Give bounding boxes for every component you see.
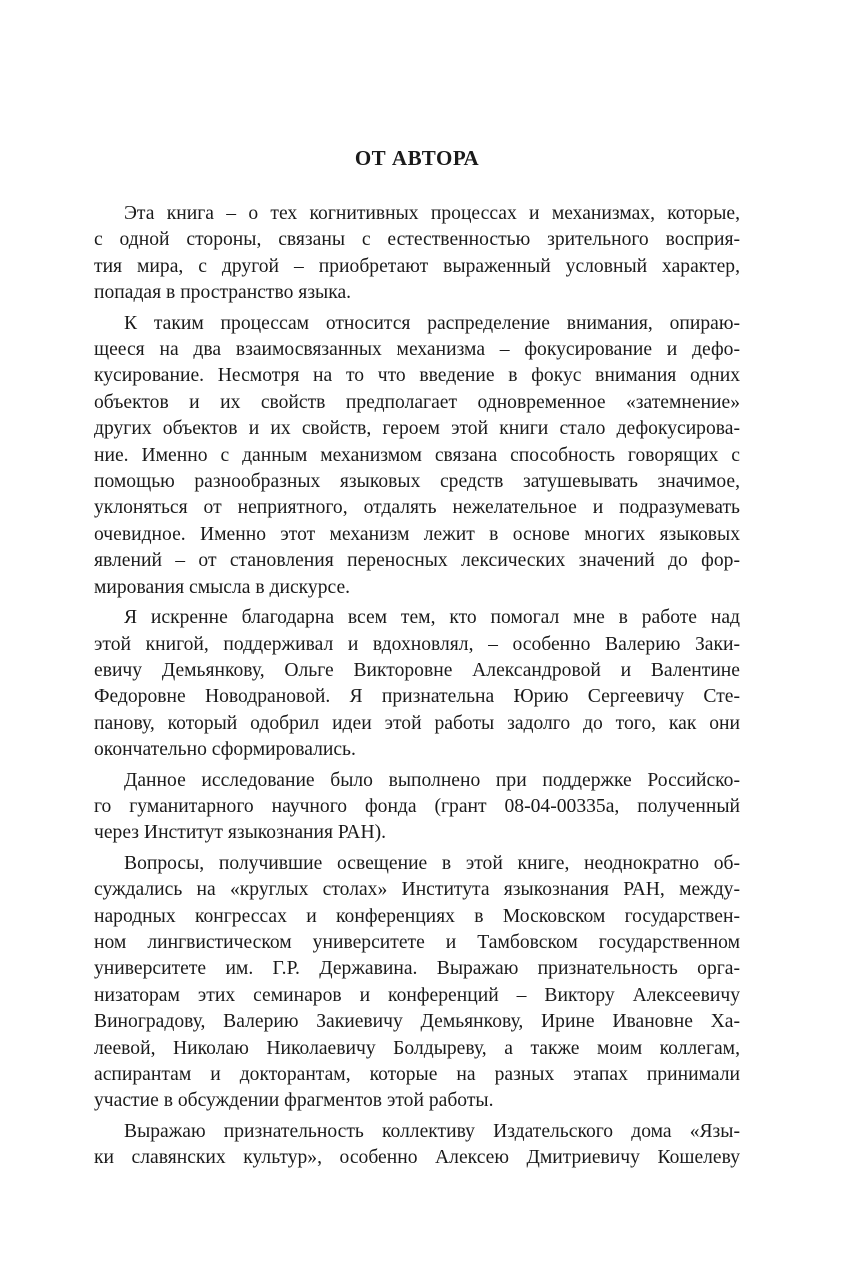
text-line: окончательно сформировались. [94, 739, 356, 761]
paragraph [94, 311, 740, 601]
text-line: очевидное. Именно этот механизм лежит в основе многих языковых [94, 523, 740, 545]
text-line: мирования смысла в дискурсе. [94, 576, 351, 598]
text-line: попадая в пространство языка. [94, 282, 352, 304]
text-line: Выражаю признательность коллективу Издательского дома «Язы- [124, 1120, 740, 1142]
text-line: го гуманитарного научного фонда (грант 08-04-00335а, полученный [94, 795, 740, 817]
text-line: Федоровне Новодрановой. Я признательна Юрию Сергеевичу Сте- [94, 686, 740, 708]
text-line: помощью разнообразных языковых средств затушевывать значимое, [94, 471, 740, 493]
text-line: явлений – от становления переносных лексических значений до фор- [94, 550, 740, 572]
paragraph [94, 851, 740, 1115]
page-title: ОТ АВТОРА [354, 146, 480, 170]
text-line: Вопросы, получившие освещение в этой книге, неоднократно об- [124, 852, 740, 874]
text-line: участие в обсуждении фрагментов этой работы. [94, 1090, 494, 1112]
paragraph [94, 605, 740, 763]
text-line: леевой, Николаю Николаевичу Болдыреву, а также моим коллегам, [94, 1037, 740, 1059]
text-line: К таким процессам относится распределение внимания, опираю- [124, 312, 740, 334]
paragraph [94, 1119, 740, 1172]
text-line: Данное исследование было выполнено при поддержке Российско- [124, 769, 740, 791]
text-line: уклоняться от неприятного, отдалять нежелательное и подразумевать [94, 497, 740, 519]
text-line: других объектов и их свойств, героем этой книги стало дефокусирова- [94, 418, 740, 440]
text-line: аспирантам и докторантам, которые на разных этапах принимали [94, 1064, 740, 1085]
text-line: объектов и их свойств предполагает одновременное «затемнение» [94, 391, 740, 413]
text-line: народных конгрессах и конференциях в Московском государствен- [94, 905, 740, 927]
paragraph [94, 768, 740, 847]
text-line: ки славянских культур», особенно Алексею Дмитриевичу Кошелеву [94, 1147, 740, 1169]
paragraph [94, 201, 740, 307]
text-line: Эта книга – о тех когнитивных процессах и механизмах, которые, [124, 203, 740, 224]
document-page [94, 146, 740, 1176]
text-line: кусирование. Несмотря на то что введение в фокус внимания одних [94, 365, 740, 387]
text-line: Я искренне благодарна всем тем, кто помогал мне в работе над [124, 607, 740, 629]
text-line: через Институт языкознания РАН). [94, 822, 387, 844]
text-line: тия мира, с другой – приобретают выраженный условный характер, [94, 255, 740, 277]
text-line: ние. Именно с данным механизмом связана способность говорящих с [94, 444, 740, 466]
text-line: панову, который одобрил идеи этой работы задолго до того, как они [94, 712, 740, 734]
text-line: евичу Демьянкову, Ольге Викторовне Александровой и Валентине [94, 659, 740, 681]
text-line: низаторам этих семинаров и конференций – Виктору Алексеевичу [94, 984, 740, 1006]
text-line: щееся на два взаимосвязанных механизма – фокусирование и дефо- [94, 339, 740, 361]
text-line: ном лингвистическом университете и Тамбовском государственном [94, 931, 740, 953]
body-text [94, 201, 740, 1172]
text-line: с одной стороны, связаны с естественностью зрительного восприя- [94, 229, 740, 251]
text-line: Виноградову, Валерию Закиевичу Демьянкову, Ирине Ивановне Ха- [94, 1011, 740, 1033]
text-line: суждались на «круглых столах» Института языкознания РАН, между- [94, 879, 740, 901]
text-line: университете им. Г.Р. Державина. Выражаю признательность орга- [94, 958, 740, 980]
text-line: этой книгой, поддерживал и вдохновлял, – особенно Валерию Заки- [94, 633, 740, 655]
